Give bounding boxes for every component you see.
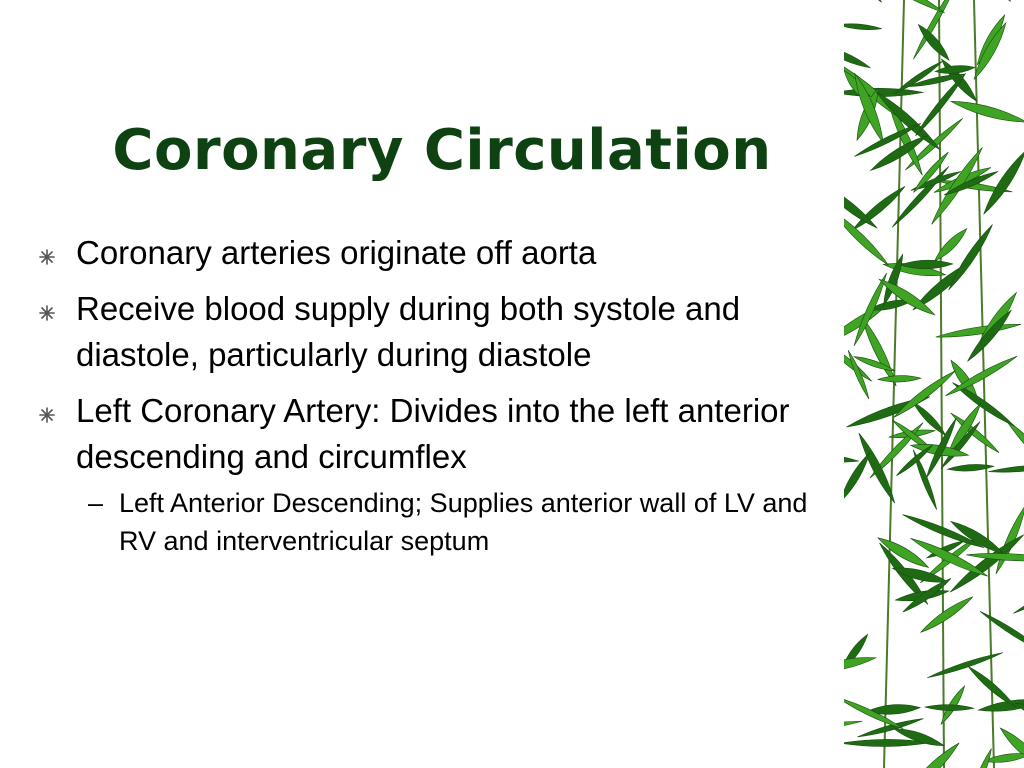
- sub-bullet-item: [36, 484, 846, 560]
- bamboo-leaves-decoration: [844, 0, 1024, 768]
- asterisk-icon: [36, 390, 58, 430]
- bamboo-leaf: [974, 13, 1009, 67]
- bamboo-leaf: [844, 451, 859, 464]
- bamboo-leaf: [925, 704, 974, 711]
- bamboo-leaf: [1012, 568, 1024, 616]
- bamboo-leaf: [844, 0, 885, 6]
- slide-title: Coronary Circulation: [112, 118, 772, 183]
- bamboo-leaf: [988, 463, 1024, 475]
- bamboo-leaf: [932, 226, 970, 264]
- bullet-item: [36, 230, 846, 276]
- bullet-item: [36, 388, 846, 480]
- asterisk-icon: [36, 232, 58, 272]
- bamboo-leaf: [844, 42, 872, 72]
- bamboo-leaf: [980, 148, 1024, 217]
- bamboo-leaf: [944, 353, 1019, 399]
- bullet-text: Coronary arteries originate off aorta: [76, 234, 597, 271]
- bamboo-leaf: [964, 307, 1014, 364]
- bamboo-leaf: [878, 375, 921, 383]
- bamboo-leaf: [935, 321, 1021, 341]
- bamboo-leaf: [945, 222, 995, 292]
- bullet-text: Receive blood supply during both systole and diastole, particularly during diastole: [76, 290, 741, 373]
- slide-body: [36, 230, 846, 560]
- bamboo-leaf: [844, 22, 882, 31]
- bullet-text: Left Coronary Artery: Divides into the left anterior descending and circumflex: [76, 392, 790, 475]
- bamboo-leaf: [935, 64, 976, 75]
- bamboo-leaf: [1002, 416, 1024, 490]
- bamboo-leaf: [969, 0, 1014, 4]
- asterisk-icon: [36, 288, 58, 328]
- bamboo-leaf: [844, 718, 863, 736]
- bamboo-leaf: [970, 747, 994, 768]
- sub-bullet-marker: –: [88, 488, 104, 518]
- sub-bullet-text: Left Anterior Descending; Supplies anterior wall of LV and RV and interventricular septum: [119, 488, 808, 556]
- bamboo-leaf: [978, 609, 1024, 656]
- bamboo-leaf: [978, 696, 1024, 714]
- bamboo-leaf: [949, 97, 1024, 127]
- bamboo-leaf: [876, 534, 931, 572]
- bamboo-leaf: [870, 0, 947, 16]
- bullet-item: [36, 286, 846, 378]
